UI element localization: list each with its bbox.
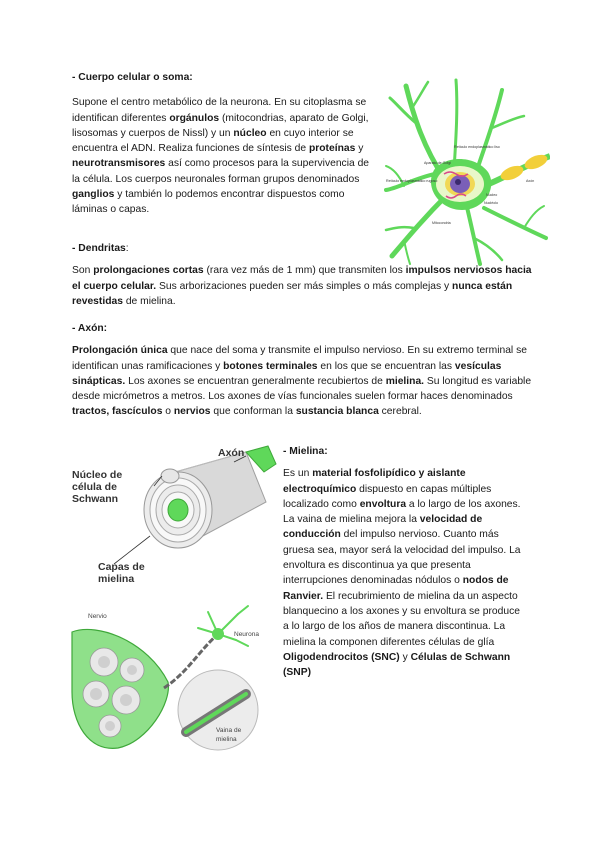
label-nucleus-1: Núcleo de xyxy=(72,469,123,481)
mielina-paragraph: Es un material fosfolipídico y aislante electroquímico dispuesto en capas múltiples localizado como envoltura a lo largo de los axones. La vaina de mielina mejora la velocidad de conducción del impulso nervioso. Cuanto más gruesa sea, mayor será la velocidad del impulso. La envoltura es discontinua ya que presenta interrupciones denominadas nódulos o nodos de Ranvier. El recubrimiento de mielina da un aspecto blanquecino a los axones y su envoltura se produce a lo largo de los años de manera discontinua. La mielina la componen diferentes células de glía Oligodendrocitos (SNC) y Células de Schwann (SNP) xyxy=(283,468,521,679)
label-rer: Retículo endoplasmático rugoso xyxy=(386,179,438,183)
label-axon: Axón xyxy=(218,447,245,459)
neuron-figure xyxy=(384,78,550,266)
axon-heading: - Axón: xyxy=(72,323,108,334)
label-rel: Retículo endoplasmático liso xyxy=(454,145,500,149)
schwann-nucleus xyxy=(161,469,179,483)
mielina-heading: - Mielina: xyxy=(283,446,328,457)
label-sheath-1: Vaina de xyxy=(216,727,242,734)
myelin-layers xyxy=(144,472,212,548)
label-nucleus-2: célula de xyxy=(72,481,117,493)
neuron-soma-small xyxy=(212,628,224,640)
nerve-figure xyxy=(68,602,280,752)
label-mitochondria: Mitocondria xyxy=(432,221,451,225)
soma-heading: - Cuerpo celular o soma: xyxy=(72,72,193,83)
label-nucleus-3: Schwann xyxy=(72,493,119,505)
label-layers-2: mielina xyxy=(98,573,135,585)
dendritas-paragraph: Son prolongaciones cortas (rara vez más de 1 mm) que transmiten los impulsos nerviosos hacia el cuerpo celular. Sus arborizaciones pueden ser más simples o más complejas y nunca están revestidas de mielina. xyxy=(72,265,532,307)
label-nerve: Nervio xyxy=(88,613,107,620)
label-layers-1: Capas de xyxy=(98,561,145,573)
axon-section xyxy=(72,321,532,420)
axon-paragraph: Prolongación única que nace del soma y transmite el impulso nervioso. En su extremo terminal se identifican unas ramificaciones y botones terminales en los que se encuentran las vesículas sinápticas. Los axones se encuentran generalmente recubiertos de mielina. Su longitud es variable desde micrómetros a metros. Los axones de vías funcionales suelen formar haces denominados tractos, fascículos o nervios que conforman la sustancia blanca cerebral. xyxy=(72,345,532,418)
label-nucleolus: Nucléolo xyxy=(484,201,498,205)
soma-section xyxy=(72,70,372,218)
dendritas-heading: - Dendritas: xyxy=(72,243,129,254)
label-nucleus-small: Núcleo xyxy=(486,193,498,197)
schwann-figure xyxy=(68,444,280,592)
label-neuron: Neurona xyxy=(234,631,259,638)
soma-paragraph: Supone el centro metabólico de la neurona. En su citoplasma se identifican diferentes orgánulos (mitocondrias, aparato de Golgi, lisosomas y cuerpos de Nissl) y un núcleo en cuyo interior se encuentra el ADN. Realiza funciones de síntesis de proteínas y neurotransmisores así como procesos para la supervivencia de la célula. Los cuerpos neuronales forman grupos denominados ganglios y también lo podemos encontrar dispuestos como láminas o capas. xyxy=(72,97,370,216)
dendritas-section xyxy=(72,241,532,309)
mielina-section xyxy=(283,444,526,680)
label-sheath-2: mielina xyxy=(216,736,237,743)
label-golgi: Aparato de Golgi xyxy=(424,161,451,165)
label-axon-small: Axón xyxy=(526,179,535,183)
